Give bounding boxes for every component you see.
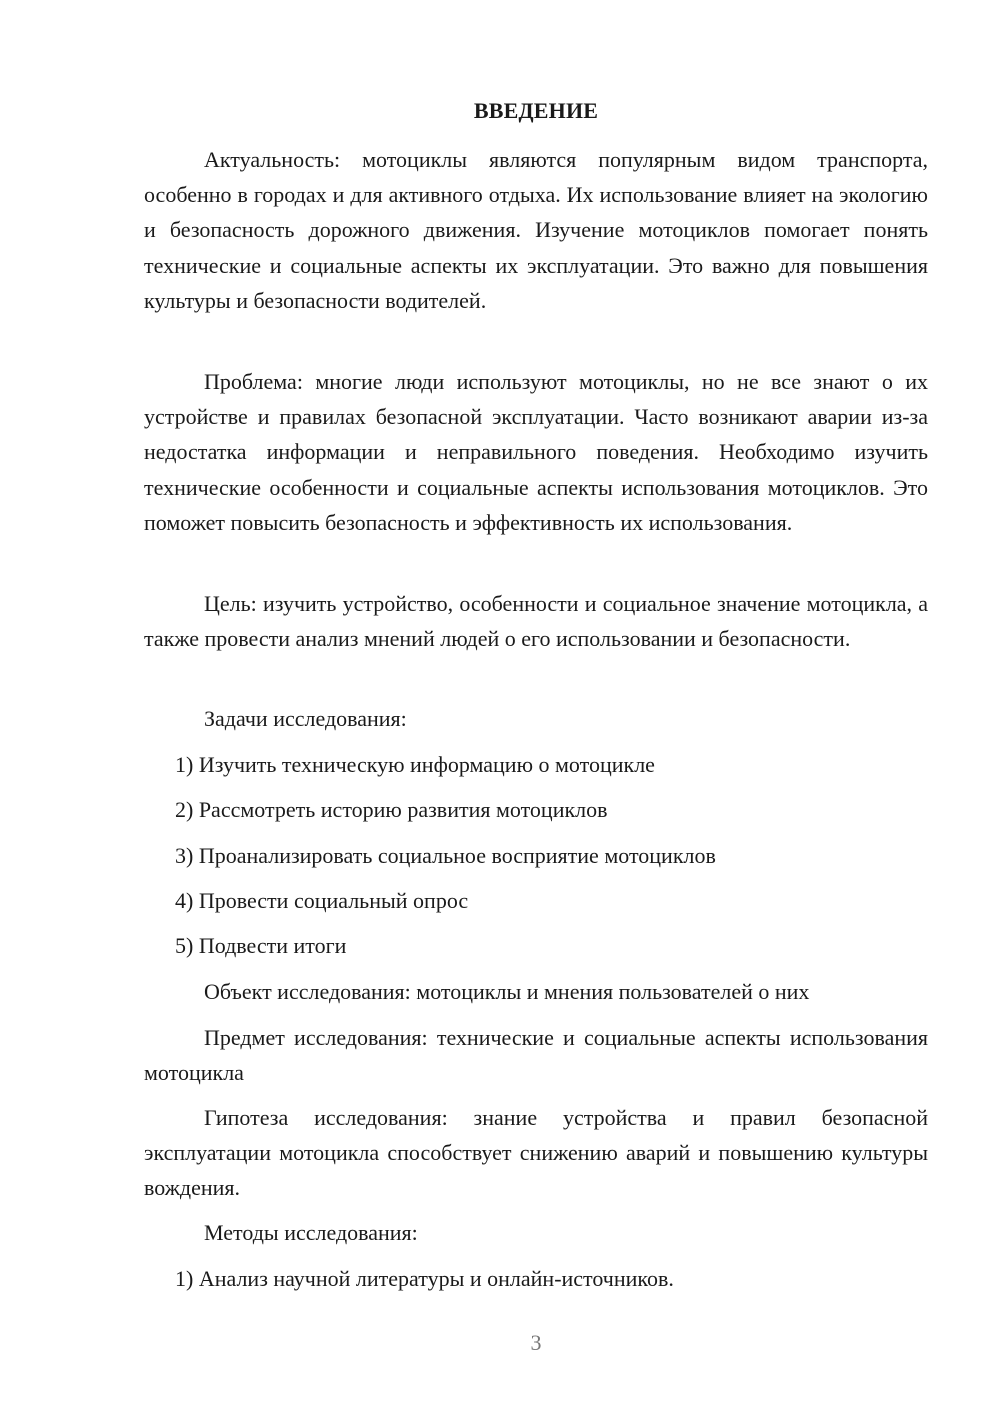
page-number: 3	[530, 1330, 542, 1355]
method-item: 1) Анализ научной литературы и онлайн-источников.	[175, 1266, 674, 1291]
research-subject: Предмет исследования: технические и социальные аспекты использования мотоцикла	[144, 1025, 928, 1086]
task-item: 3) Проанализировать социальное восприятие мотоциклов	[175, 843, 716, 868]
paragraph-goal: Цель: изучить устройство, особенности и социальное значение мотоцикла, а также провести анализ мнений людей о его использовании и безопасности.	[144, 591, 928, 652]
task-item: 5) Подвести итоги	[175, 933, 347, 958]
task-item: 2) Рассмотреть историю развития мотоциклов	[175, 797, 608, 822]
research-hypothesis: Гипотеза исследования: знание устройства и правил безопасной эксплуатации мотоцикла способствует снижению аварий и повышению культуры вождения.	[144, 1105, 928, 1201]
paragraph-relevance: Актуальность: мотоциклы являются популярным видом транспорта, особенно в городах и для активного отдыха. Их использование влияет на экологию и безопасность дорожного движения. Изучение мотоциклов помогает понять технические и социальные аспекты их эксплуатации. Это важно для повышения культуры и безопасности водителей.	[144, 147, 928, 313]
tasks-title: Задачи исследования:	[204, 706, 407, 731]
page-heading: ВВЕДЕНИЕ	[473, 98, 599, 123]
task-item: 4) Провести социальный опрос	[175, 888, 469, 913]
methods-title: Методы исследования:	[204, 1220, 418, 1245]
paragraph-problem: Проблема: многие люди используют мотоциклы, но не все знают о их устройстве и правилах безопасной эксплуатации. Часто возникают аварии из-за недостатка информации и неправильного поведения. Необходимо изучить технические особенности и социальные аспекты использования мотоциклов. Это поможет повысить безопасность и эффективность их использования.	[144, 369, 928, 535]
research-object: Объект исследования: мотоциклы и мнения пользователей о них	[204, 979, 810, 1004]
task-item: 1) Изучить техническую информацию о мотоцикле	[175, 752, 655, 777]
